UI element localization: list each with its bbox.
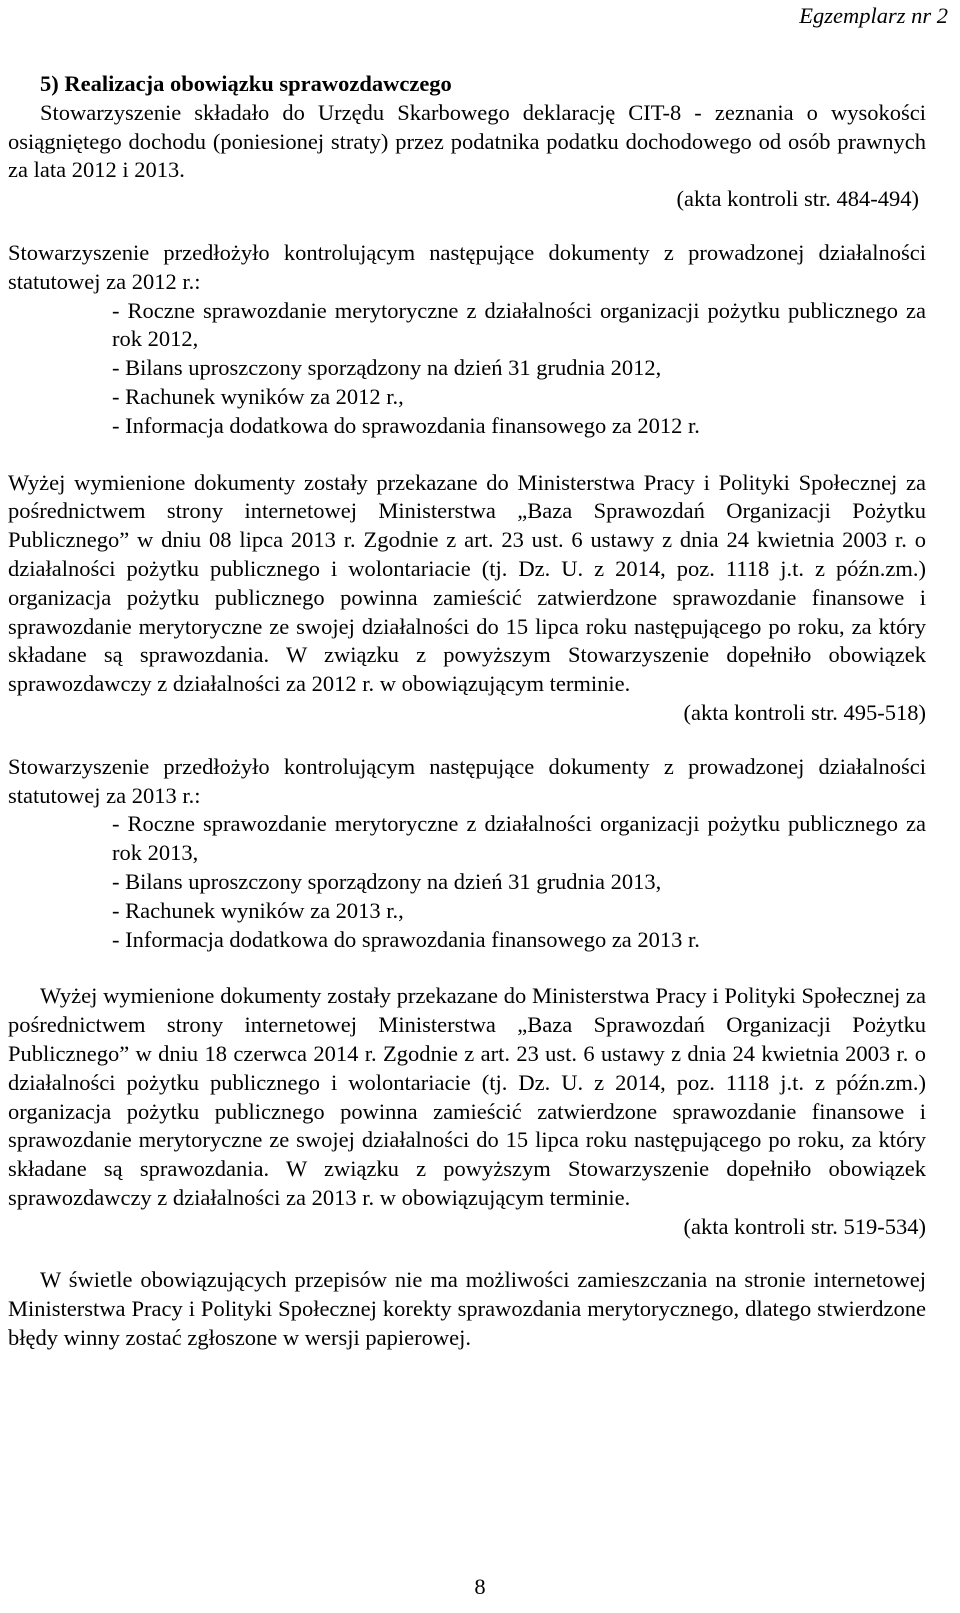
document-list-2012 (112, 297, 926, 441)
lead-2013: Stowarzyszenie przedłożyło kontrolującym następujące dokumenty z prowadzonej działalności statutowej za 2013 r.: (8, 753, 926, 808)
list-item: - Informacja dodatkowa do sprawozdania finansowego za 2012 r. (112, 412, 700, 438)
body-2013: Wyżej wymienione dokumenty zostały przekazane do Ministerstwa Pracy i Polityki Społecznej za pośrednictwem strony internetowej Ministerstwa „Baza Sprawozdań Organizacji Pożytku Publicznego” w dniu 18 czerwca 2014 r. Zgodnie z art. 23 ust. 6 ustawy z dnia 24 kwietnia 2003 r. o działalności pożytku publicznego i wolontariacie (tj. Dz. U. z 2014, poz. 1118 j.t. z późn.zm.) organizacja pożytku publicznego powinna zamieścić zatwierdzone sprawozdanie finansowe i sprawozdanie merytoryczne ze swojej działalności do 15 lipca roku następującego po roku, za który składane są sprawozdania. W związku z powyższym Stowarzyszenie dopełniło obowiązek sprawozdawczy z działalności za 2013 r. w obowiązującym terminie. (8, 983, 926, 1210)
list-item: - Roczne sprawozdanie merytoryczne z działalności organizacji pożytku publicznego za rok 2013, (112, 811, 926, 866)
list-item: - Bilans uproszczony sporządzony na dzień 31 grudnia 2012, (112, 355, 662, 381)
closing-paragraph: W świetle obowiązujących przepisów nie ma możliwości zamieszczania na stronie internetowej Ministerstwa Pracy i Polityki Społecznej korekty sprawozdania merytorycznego, dlatego stwierdzone błędy winny zostać zgłoszone w wersji papierowej. (8, 1267, 926, 1351)
page-number: 8 (474, 1574, 486, 1599)
copy-number-label: Egzemplarz nr 2 (799, 3, 948, 28)
list-item: - Roczne sprawozdanie merytoryczne z działalności organizacji pożytku publicznego za rok 2012, (112, 297, 926, 352)
intro-reference: (akta kontroli str. 484-494) (676, 186, 919, 212)
list-item: - Rachunek wyników za 2012 r., (112, 383, 404, 409)
list-item: - Rachunek wyników za 2013 r., (112, 897, 404, 923)
section-heading: 5) Realizacja obowiązku sprawozdawczego (40, 71, 452, 96)
document-list-2013 (112, 810, 926, 954)
list-item: - Informacja dodatkowa do sprawozdania finansowego za 2013 r. (112, 926, 700, 952)
document-body (8, 70, 926, 1353)
reference-2012: (akta kontroli str. 495-518) (683, 699, 926, 725)
reference-2013: (akta kontroli str. 519-534) (683, 1213, 926, 1239)
lead-2012: Stowarzyszenie przedłożyło kontrolującym następujące dokumenty z prowadzonej działalności statutowej za 2012 r.: (8, 239, 926, 294)
section-intro: Stowarzyszenie składało do Urzędu Skarbowego deklarację CIT-8 - zeznania o wysokości osiągniętego dochodu (poniesionej straty) przez podatnika podatku dochodowego od osób prawnych za lata 2012 i 2013. (8, 99, 926, 183)
body-2012: Wyżej wymienione dokumenty zostały przekazane do Ministerstwa Pracy i Polityki Społecznej za pośrednictwem strony internetowej Ministerstwa „Baza Sprawozdań Organizacji Pożytku Publicznego” w dniu 08 lipca 2013 r. Zgodnie z art. 23 ust. 6 ustawy z dnia 24 kwietnia 2003 r. o działalności pożytku publicznego i wolontariacie (tj. Dz. U. z 2014, poz. 1118 j.t. z późn.zm.) organizacja pożytku publicznego powinna zamieścić zatwierdzone sprawozdanie finansowe i sprawozdanie merytoryczne ze swojej działalności do 15 lipca roku następującego po roku, za który składane są sprawozdania. W związku z powyższym Stowarzyszenie dopełniło obowiązek sprawozdawczy z działalności za 2012 r. w obowiązującym terminie. (8, 469, 926, 697)
list-item: - Bilans uproszczony sporządzony na dzień 31 grudnia 2013, (112, 868, 662, 894)
